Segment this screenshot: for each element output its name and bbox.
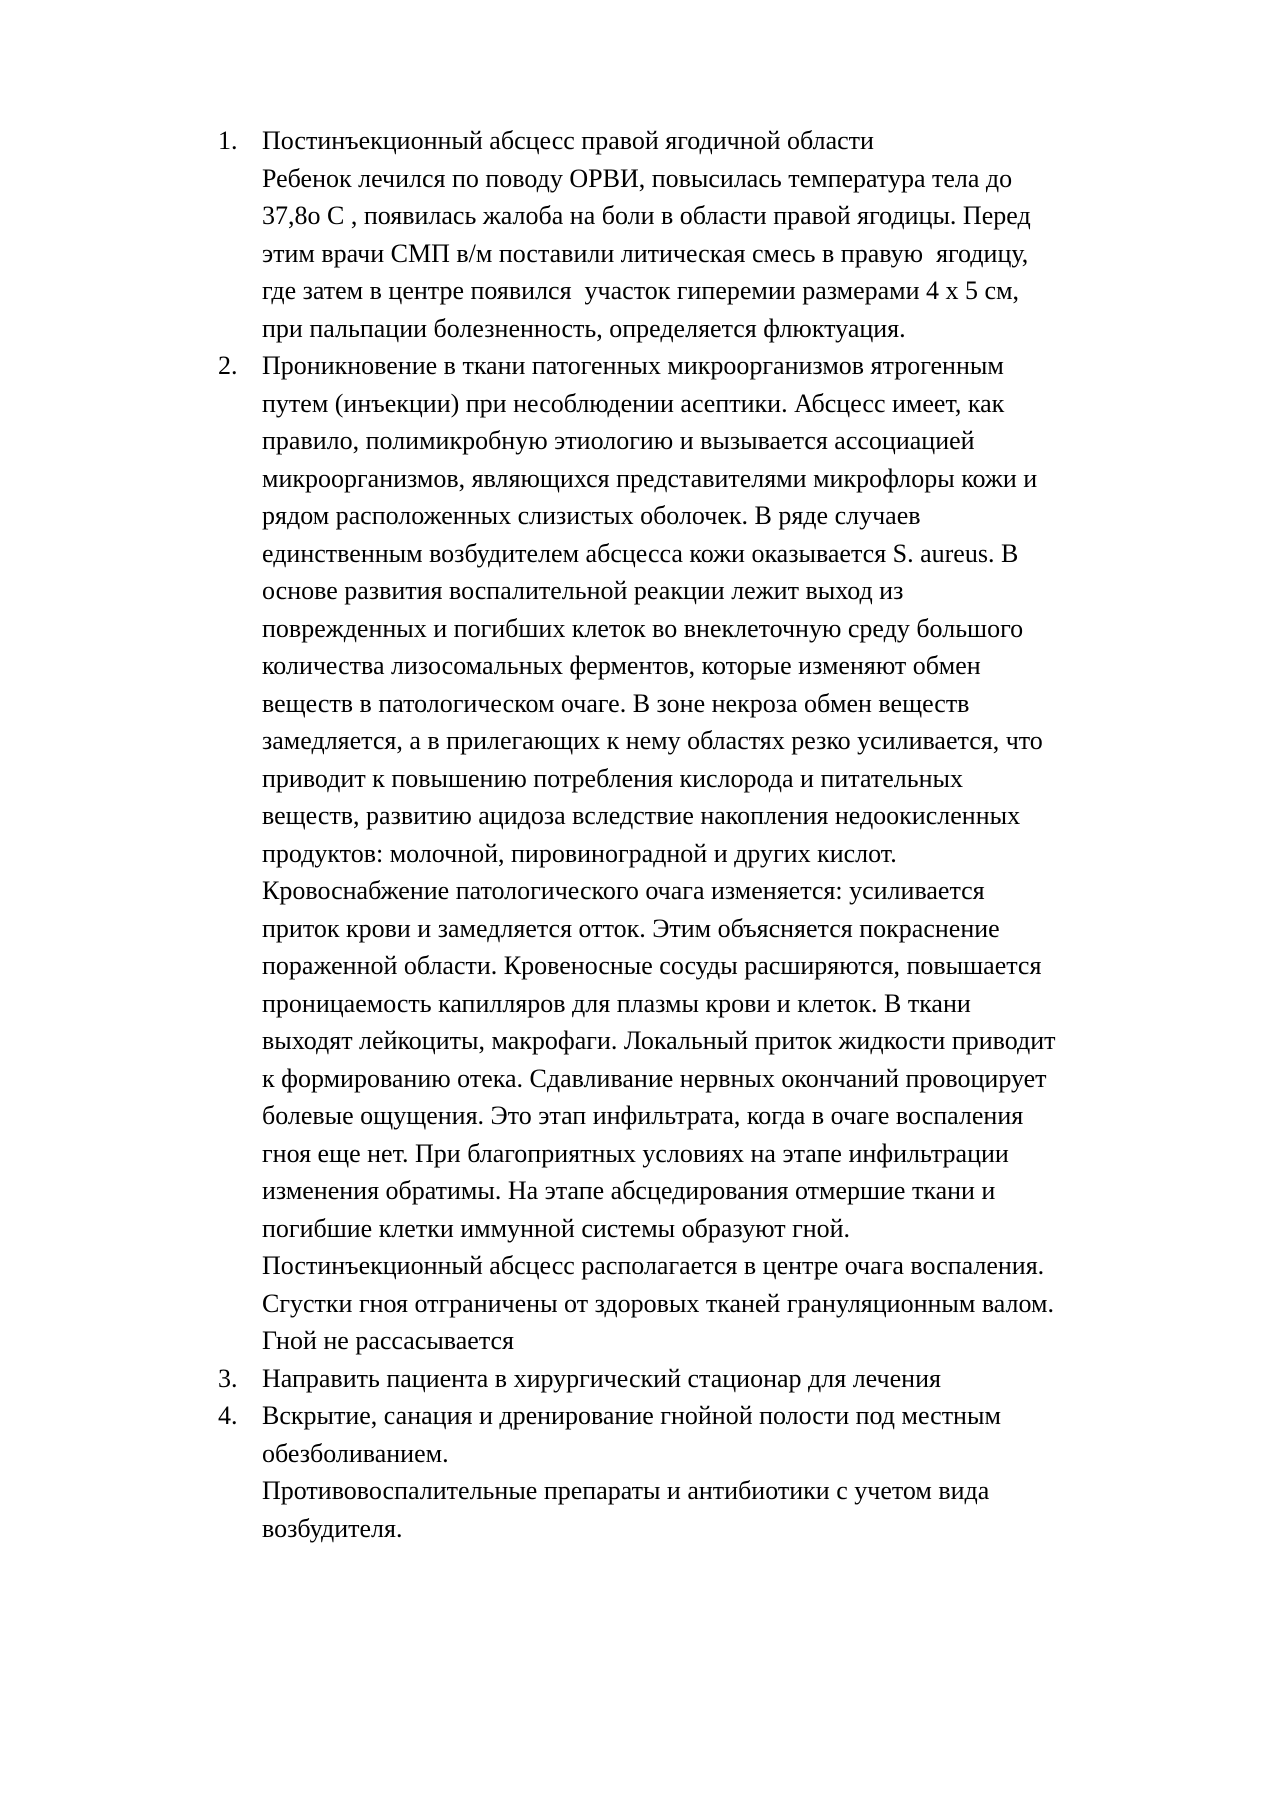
numbered-list <box>218 122 1218 1547</box>
text-line: гноя еще нет. При благоприятных условиях на этапе инфильтрации <box>262 1138 1009 1168</box>
text-line: Ребенок лечился по поводу ОРВИ, повысилась температура тела до <box>262 163 1013 193</box>
text-line: болевые ощущения. Это этап инфильтрата, когда в очаге воспаления <box>262 1101 1024 1130</box>
text-line: микроорганизмов, являющихся представителями микрофлоры кожи и <box>262 463 1038 493</box>
list-item-text <box>262 1397 1218 1547</box>
list-item-number: 4. <box>218 1401 238 1430</box>
text-line: к формированию отека. Сдавливание нервных окончаний провоцирует <box>262 1063 1047 1093</box>
text-line: возбудителя. <box>262 1513 403 1543</box>
list-item-text <box>262 347 1218 1360</box>
text-line: Вскрытие, санация и дренирование гнойной полости под местным <box>262 1401 1001 1430</box>
text-line: 37,8о С , появилась жалоба на боли в области правой ягодицы. Перед <box>262 201 1031 230</box>
text-line: рядом расположенных слизистых оболочек. В ряде случаев <box>262 501 921 530</box>
text-line: единственным возбудителем абсцесса кожи оказывается S. aureus. В <box>262 538 1019 568</box>
list-item <box>218 347 1218 1360</box>
text-line: погибшие клетки иммунной системы образуют гной. <box>262 1213 851 1243</box>
text-line: где затем в центре появился участок гиперемии размерами 4 х 5 см, <box>262 276 1020 305</box>
text-line: Проникновение в ткани патогенных микроорганизмов ятрогенным <box>262 351 1004 380</box>
text-line: Направить пациента в хирургический стационар для лечения <box>262 1363 941 1393</box>
text-line: веществ в патологическом очаге. В зоне некроза обмен веществ <box>262 688 970 718</box>
text-line: Противовоспалительные препараты и антибиотики с учетом вида <box>262 1476 990 1505</box>
list-item <box>218 1397 1218 1547</box>
text-line: этим врачи СМП в/м поставили литическая смесь в правую ягодицу, <box>262 238 1029 268</box>
text-line: продуктов: молочной, пировиноградной и других кислот. <box>262 838 897 868</box>
list-item-number: 2. <box>218 351 238 380</box>
text-line: выходят лейкоциты, макрофаги. Локальный приток жидкости приводит <box>262 1026 1056 1055</box>
text-line: путем (инъекции) при несоблюдении асептики. Абсцесс имеет, как <box>262 388 1005 418</box>
list-item <box>218 1360 1218 1398</box>
text-line: количества лизосомальных ферментов, которые изменяют обмен <box>262 651 981 680</box>
text-line: Постинъекционный абсцесс правой ягодичной области <box>262 126 874 155</box>
text-line: веществ, развитию ацидоза вследствие накопления недоокисленных <box>262 801 1021 830</box>
text-line: пораженной области. Кровеносные сосуды расширяются, повышается <box>262 951 1042 980</box>
text-line: замедляется, а в прилегающих к нему областях резко усиливается, что <box>262 726 1043 755</box>
text-line: приводит к повышению потребления кислорода и питательных <box>262 763 963 793</box>
list-item-text <box>262 1360 1218 1398</box>
text-line: Постинъекционный абсцесс располагается в центре очага воспаления. <box>262 1251 1045 1280</box>
text-line: обезболиванием. <box>262 1438 449 1468</box>
list-item-text <box>262 122 1218 347</box>
text-line: Гной не рассасывается <box>262 1326 515 1355</box>
text-line: при пальпации болезненность, определяется флюктуация. <box>262 313 906 343</box>
list-item-number: 3. <box>218 1363 238 1393</box>
text-line: приток крови и замедляется отток. Этим объясняется покраснение <box>262 913 1000 943</box>
text-line: проницаемость капилляров для плазмы крови и клеток. В ткани <box>262 988 971 1018</box>
text-line: правило, полимикробную этиологию и вызывается ассоциацией <box>262 426 975 455</box>
text-line: Сгустки гноя отграничены от здоровых тканей грануляционным валом. <box>262 1288 1054 1318</box>
text-line: изменения обратимы. На этапе абсцедирования отмершие ткани и <box>262 1176 996 1205</box>
text-line: поврежденных и погибших клеток во внеклеточную среду большого <box>262 613 1024 643</box>
list-item-number: 1. <box>218 126 238 155</box>
text-line: основе развития воспалительной реакции лежит выход из <box>262 576 904 605</box>
text-line: Кровоснабжение патологического очага изменяется: усиливается <box>262 876 985 905</box>
list-item <box>218 122 1218 347</box>
